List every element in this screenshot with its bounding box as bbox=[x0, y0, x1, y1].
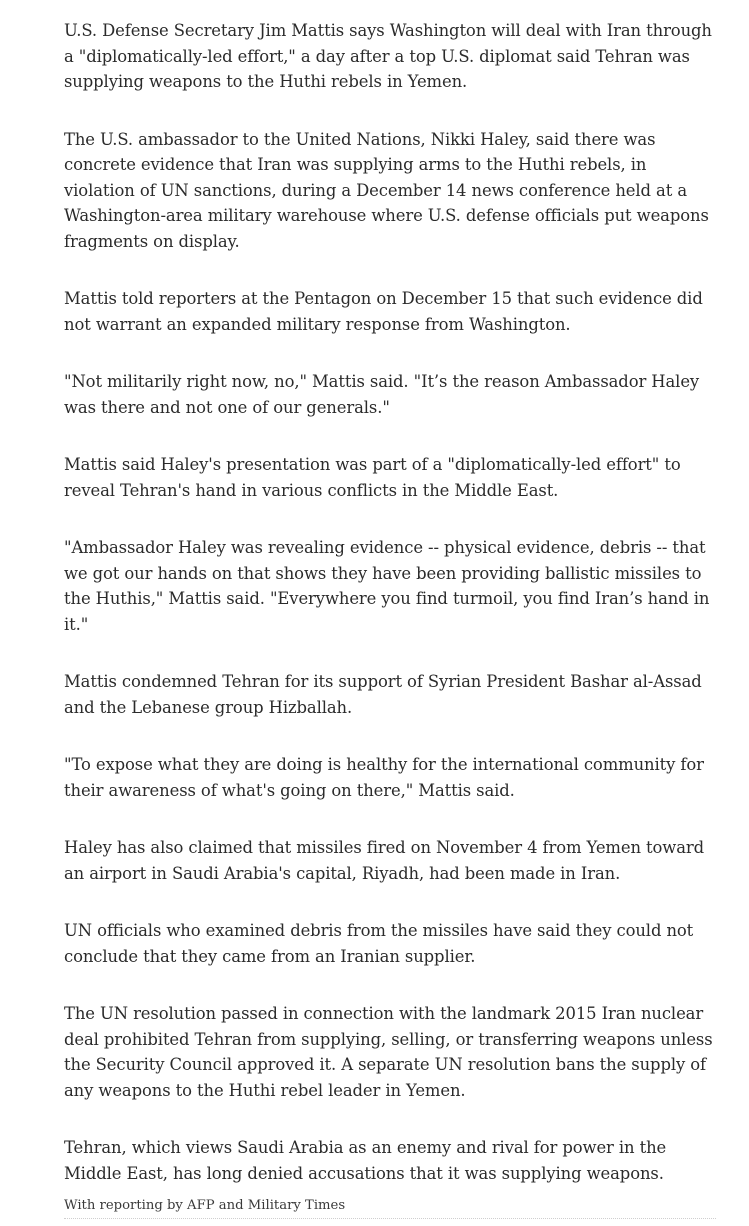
article-paragraph-11: The UN resolution passed in connection with the landmark 2015 Iran nuclear deal prohibited Tehran from supplying, selling, or transferring weapons unless the Security Council approved it. A separate UN resolution bans the supply of any weapons to the Huthi rebel leader in Yemen. bbox=[64, 1004, 713, 1100]
article-paragraph-7: Mattis condemned Tehran for its support of Syrian President Bashar al-Assad and the Lebanese group Hizballah. bbox=[64, 672, 702, 717]
article-paragraph-2: The U.S. ambassador to the United Nations, Nikki Haley, said there was concrete evidence that Iran was supplying arms to the Huthi rebels, in violation of UN sanctions, during a December 14 news conference held at a Washington-area military warehouse where U.S. defense officials put weapons fragments on display. bbox=[64, 129, 709, 251]
article-paragraph-1: U.S. Defense Secretary Jim Mattis says Washington will deal with Iran through a "diplomatically-led effort," a day after a top U.S. diplomat said Tehran was supplying weapons to the Huthi rebels in Yemen. bbox=[64, 21, 712, 91]
article-paragraph-8: "To expose what they are doing is healthy for the international community for their awareness of what's going on there," Mattis said. bbox=[64, 755, 704, 800]
article-paragraph-3: Mattis told reporters at the Pentagon on December 15 that such evidence did not warrant an expanded military response from Washington. bbox=[64, 289, 703, 334]
reporting-credit: With reporting by AFP and Military Times bbox=[64, 1196, 716, 1219]
article-body bbox=[64, 18, 719, 1218]
article-paragraph-9: Haley has also claimed that missiles fired on November 4 from Yemen toward an airport in Saudi Arabia's capital, Riyadh, had been made in Iran. bbox=[64, 838, 705, 883]
article-paragraph-6: "Ambassador Haley was revealing evidence -- physical evidence, debris -- that we got our hands on that shows they have been providing ballistic missiles to the Huthis," Mattis said. "Everywhere you find turmoil, you find Iran’s hand in it." bbox=[64, 538, 710, 634]
article-paragraph-5: Mattis said Haley's presentation was part of a "diplomatically-led effort" to reveal Tehran's hand in various conflicts in the Middle East. bbox=[64, 455, 681, 500]
article-paragraph-12: Tehran, which views Saudi Arabia as an enemy and rival for power in the Middle East, has long denied accusations that it was supplying weapons. bbox=[64, 1138, 667, 1183]
article-paragraph-10: UN officials who examined debris from the missiles have said they could not conclude that they came from an Iranian supplier. bbox=[64, 921, 694, 966]
article-paragraph-4: "Not militarily right now, no," Mattis said. "It’s the reason Ambassador Haley was there and not one of our generals." bbox=[64, 372, 700, 417]
